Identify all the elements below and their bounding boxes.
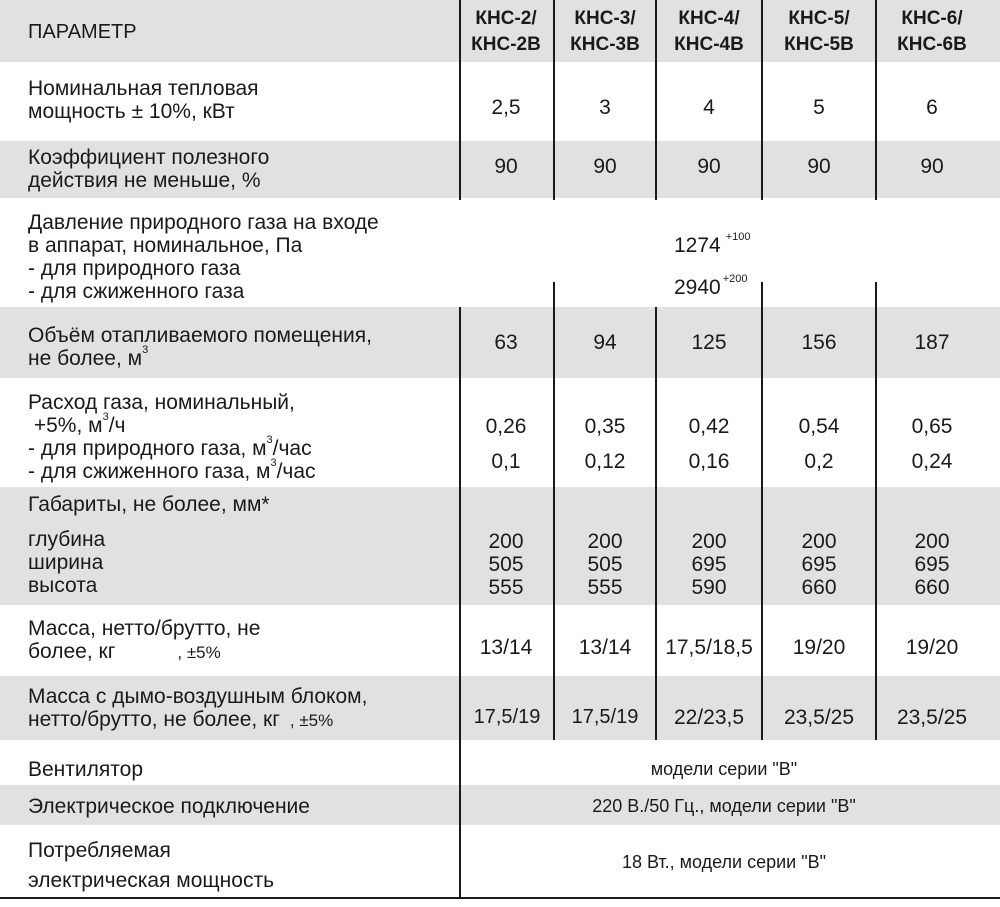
dimensions-col-3: 200 695 590 — [691, 530, 727, 599]
gas-flow-natural-value: 0,35 — [584, 415, 626, 438]
volume-value: 187 — [914, 331, 950, 354]
gas-flow-lpg-value: 0,24 — [911, 450, 953, 473]
model-header-2: КНС-3/ КНС-3В — [570, 8, 640, 55]
power-value: 3 — [599, 96, 611, 119]
volume-label: Объём отапливаемого помещения, не более, $м^3$ — [28, 324, 372, 370]
dimensions-col-1: 200 505 555 — [488, 530, 524, 599]
efficiency-value: 90 — [920, 155, 944, 178]
efficiency-label: Коэффициент полезного действия не меньше, % — [28, 146, 270, 192]
model-header-4: КНС-5/ КНС-5В — [784, 8, 854, 55]
pressure-label: Давление природного газа на входе в аппарат, номинальное, Па - для природного газа - для сжиженного газа — [28, 211, 379, 303]
gas-flow-lpg-value: 0,16 — [688, 450, 730, 473]
gas-flow-natural-value: 0,26 — [485, 415, 527, 438]
power-value: 2,5 — [491, 96, 521, 119]
mass-fan-value: 17,5/19 — [571, 706, 639, 728]
pressure-lpg-value: 2940 $^{+200}$ — [674, 273, 748, 299]
gas-flow-label: Расход газа, номинальный, +5%, $м^3/ч$ - для природного газа, $м^3$/час - для сжиженного газа, $м^3$/час — [28, 391, 316, 483]
efficiency-value: 90 — [494, 155, 518, 178]
electric-label: Электрическое подключение — [28, 795, 310, 818]
fan-value: модели серии "В" — [650, 759, 798, 779]
gas-flow-natural-value: 0,65 — [911, 415, 953, 438]
mass-fan-value: 17,5/19 — [473, 706, 541, 728]
gas-flow-lpg-value: 0,2 — [804, 450, 834, 473]
mass-value: 19/20 — [792, 636, 846, 659]
volume-value: 125 — [691, 331, 727, 354]
mass-label: Масса, нетто/брутто, не более, кг , ±5% — [28, 617, 261, 663]
dimensions-col-2: 200 505 555 — [587, 530, 623, 599]
pressure-natural-value: 1274 $^{+100}$ — [674, 231, 751, 257]
power-label: Номинальная тепловая мощность ± 10%, кВт — [28, 77, 259, 123]
power-value: 4 — [703, 96, 715, 119]
volume-value: 63 — [494, 331, 518, 354]
mass-fan-value: 22/23,5 — [673, 706, 745, 729]
consumption-value: 18 Вт., модели серии "В" — [621, 852, 827, 872]
volume-value: 94 — [593, 331, 617, 354]
mass-fan-label: Масса с дымо-воздушным блоком, нетто/брутто, не более, кг , ±5% — [28, 685, 368, 731]
mass-value: 13/14 — [479, 636, 533, 659]
gas-flow-natural-value: 0,42 — [688, 415, 730, 438]
efficiency-value: 90 — [697, 155, 721, 178]
separator-col2 — [655, 307, 657, 740]
dimensions-col-4: 200 695 660 — [801, 530, 837, 599]
efficiency-value: 90 — [593, 155, 617, 178]
mass-value: 13/14 — [578, 636, 632, 659]
model-header-3: КНС-4/ КНС-4В — [674, 8, 744, 55]
model-header-5: КНС-6/ КНС-6В — [897, 8, 967, 55]
consumption-label: Потребляемая электрическая мощность — [28, 839, 275, 892]
mass-value: 17,5/18,5 — [665, 636, 753, 659]
electric-value: 220 В./50 Гц., модели серии "В" — [592, 796, 856, 816]
mass-fan-value: 23,5/25 — [896, 706, 968, 729]
gas-flow-natural-value: 0,54 — [798, 415, 840, 438]
model-header-1: КНС-2/ КНС-2В — [471, 8, 541, 55]
power-value: 5 — [813, 96, 825, 119]
efficiency-value: 90 — [807, 155, 831, 178]
mass-fan-value: 23,5/25 — [783, 706, 855, 729]
volume-value: 156 — [801, 331, 837, 354]
fan-label: Вентилятор — [28, 758, 143, 781]
gas-flow-lpg-value: 0,1 — [491, 450, 521, 473]
dimensions-label: Габариты, не более, мм* глубина ширина высота — [28, 493, 270, 597]
param-header: ПАРАМЕТР — [28, 21, 137, 43]
table-bottom-border — [0, 897, 1000, 899]
mass-value: 19/20 — [905, 636, 959, 659]
dimensions-col-5: 200 695 660 — [914, 530, 950, 599]
power-value: 6 — [926, 96, 938, 119]
gas-flow-lpg-value: 0,12 — [584, 450, 626, 473]
